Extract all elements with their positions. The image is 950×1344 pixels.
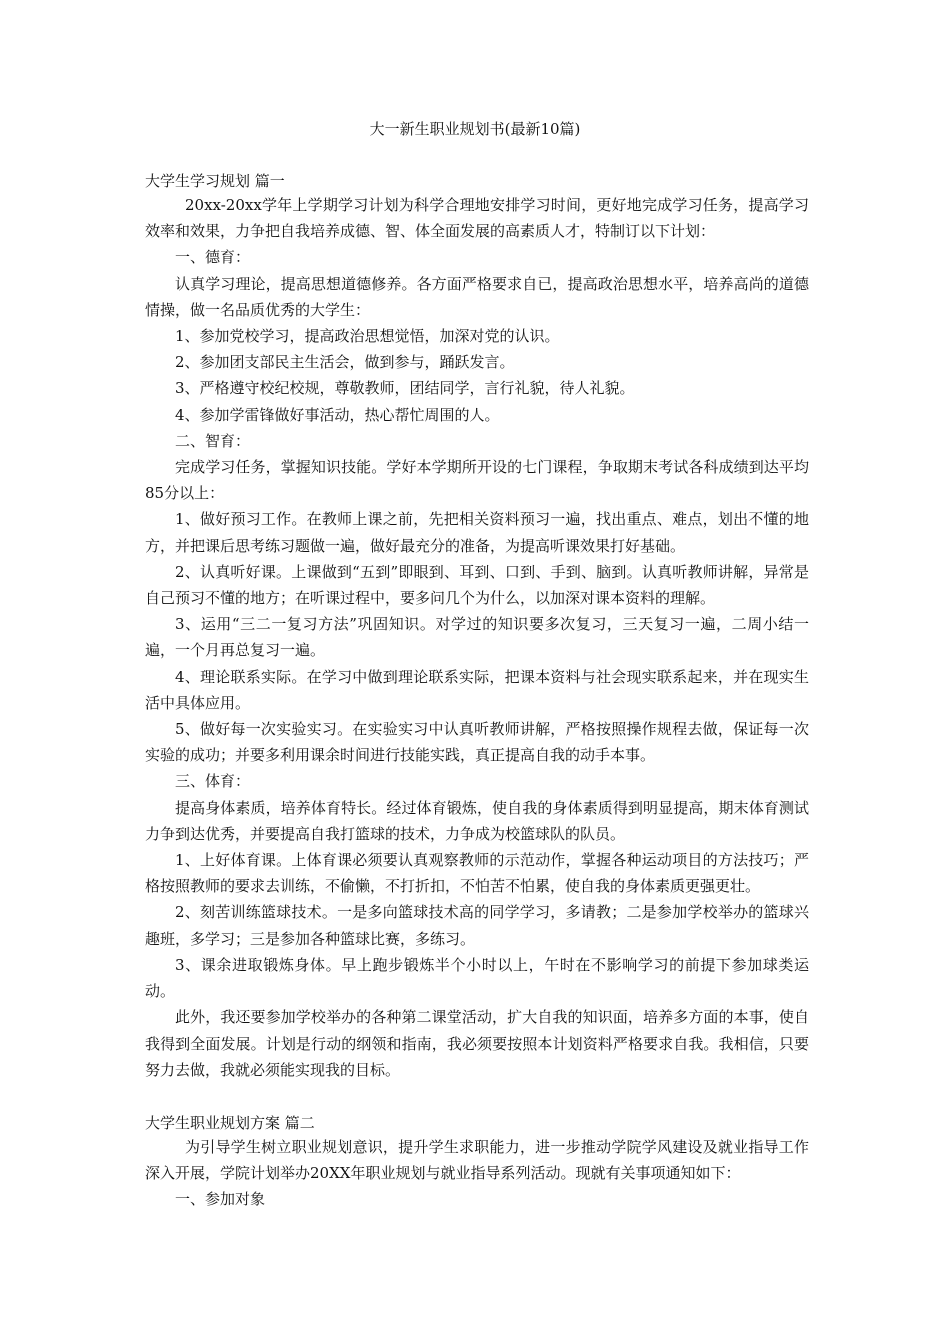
paragraph: 一、德育： [175, 248, 251, 267]
section-heading: 大学生职业规划方案 篇二 [145, 1114, 315, 1132]
paragraph: 3、严格遵守校纪校规，尊敬教师，团结同学，言行礼貌，待人礼貌。 [175, 379, 635, 398]
paragraph: 3、课余进取锻炼身体。早上跑步锻炼半个小时以上，午时在不影响学习的前提下参加球类运动。 [145, 955, 809, 1001]
paragraph: 提高身体素质，培养体育特长。经过体育锻炼，使自我的身体素质得到明显提高，期末体育测试力争到达优秀，并要提高自我打篮球的技术，力争成为校篮球队的队员。 [145, 798, 809, 843]
section-heading: 大学生学习规划 篇一 [145, 172, 285, 190]
paragraph: 此外，我还要参加学校举办的各种第二课堂活动，扩大自我的知识面，培养多方面的本事，使自我得到全面发展。计划是行动的纲领和指南，我必须要按照本计划资料严格要求自我。我相信，只要努力去做，我就必须能实现我的目标。 [145, 1008, 809, 1079]
document-title: 大一新生职业规划书(最新10篇) [369, 120, 581, 138]
paragraph: 为引导学生树立职业规划意识，提升学生求职能力，进一步推动学院学风建设及就业指导工作深入开展，学院计划举办20XX年职业规划与就业指导系列活动。现就有关事项通知如下： [145, 1138, 809, 1183]
paragraph: 1、做好预习工作。在教师上课之前，先把相关资料预习一遍，找出重点、难点，划出不懂的地方，并把课后思考练习题做一遍，做好最充分的准备，为提高听课效果打好基础。 [145, 510, 809, 555]
paragraph: 二、智育： [175, 431, 251, 450]
paragraph: 完成学习任务，掌握知识技能。学好本学期所开设的七门课程，争取期末考试各科成绩到达平均85分以上： [145, 458, 809, 503]
paragraph: 三、体育： [175, 772, 251, 791]
paragraph: 5、做好每一次实验实习。在实验实习中认真听教师讲解，严格按照操作规程去做，保证每一次实验的成功；并要多利用课余时间进行技能实践，真正提高自我的动手本事。 [145, 720, 809, 765]
paragraph: 2、参加团支部民主生活会，做到参与，踊跃发言。 [175, 353, 515, 372]
paragraph: 4、理论联系实际。在学习中做到理论联系实际，把课本资料与社会现实联系起来，并在现实生活中具体应用。 [145, 667, 809, 712]
section-2 [145, 1112, 809, 1213]
paragraph: 认真学习理论，提高思想道德修养。各方面严格要求自已，提高政治思想水平，培养高尚的道德情操，做一名品质优秀的大学生： [145, 274, 809, 319]
paragraph: 1、上好体育课。上体育课必须要认真观察教师的示范动作，掌握各种运动项目的方法技巧；严格按照教师的要求去训练，不偷懒，不打折扣，不怕苦不怕累，使自我的身体素质更强更壮。 [145, 851, 809, 896]
paragraph: 1、参加党校学习，提高政治思想觉悟，加深对党的认识。 [175, 327, 560, 346]
paragraph: 2、认真听好课。上课做到“五到”即眼到、耳到、口到、手到、脑到。认真听教师讲解，异常是自己预习不懂的地方；在听课过程中，要多问几个为什么，以加深对课本资料的理解。 [145, 562, 809, 608]
paragraph: 2、刻苦训练篮球技术。一是多向篮球技术高的同学学习，多请教；二是参加学校举办的篮球兴趣班，多学习；三是参加各种篮球比赛，多练习。 [145, 903, 809, 948]
paragraph: 一、参加对象 [175, 1190, 266, 1209]
paragraph: 3、运用“三二一复习方法”巩固知识。对学过的知识要多次复习，三天复习一遍，二周小结一遍，一个月再总复习一遍。 [145, 615, 809, 660]
paragraph: 4、参加学雷锋做好事活动，热心帮忙周围的人。 [175, 405, 500, 424]
section-1 [145, 170, 809, 1083]
paragraph: 20xx-20xx学年上学期学习计划为科学合理地安排学习时间，更好地完成学习任务，提高学习效率和效果，力争把自我培养成德、智、体全面发展的高素质人才，特制订以下计划： [145, 196, 809, 241]
